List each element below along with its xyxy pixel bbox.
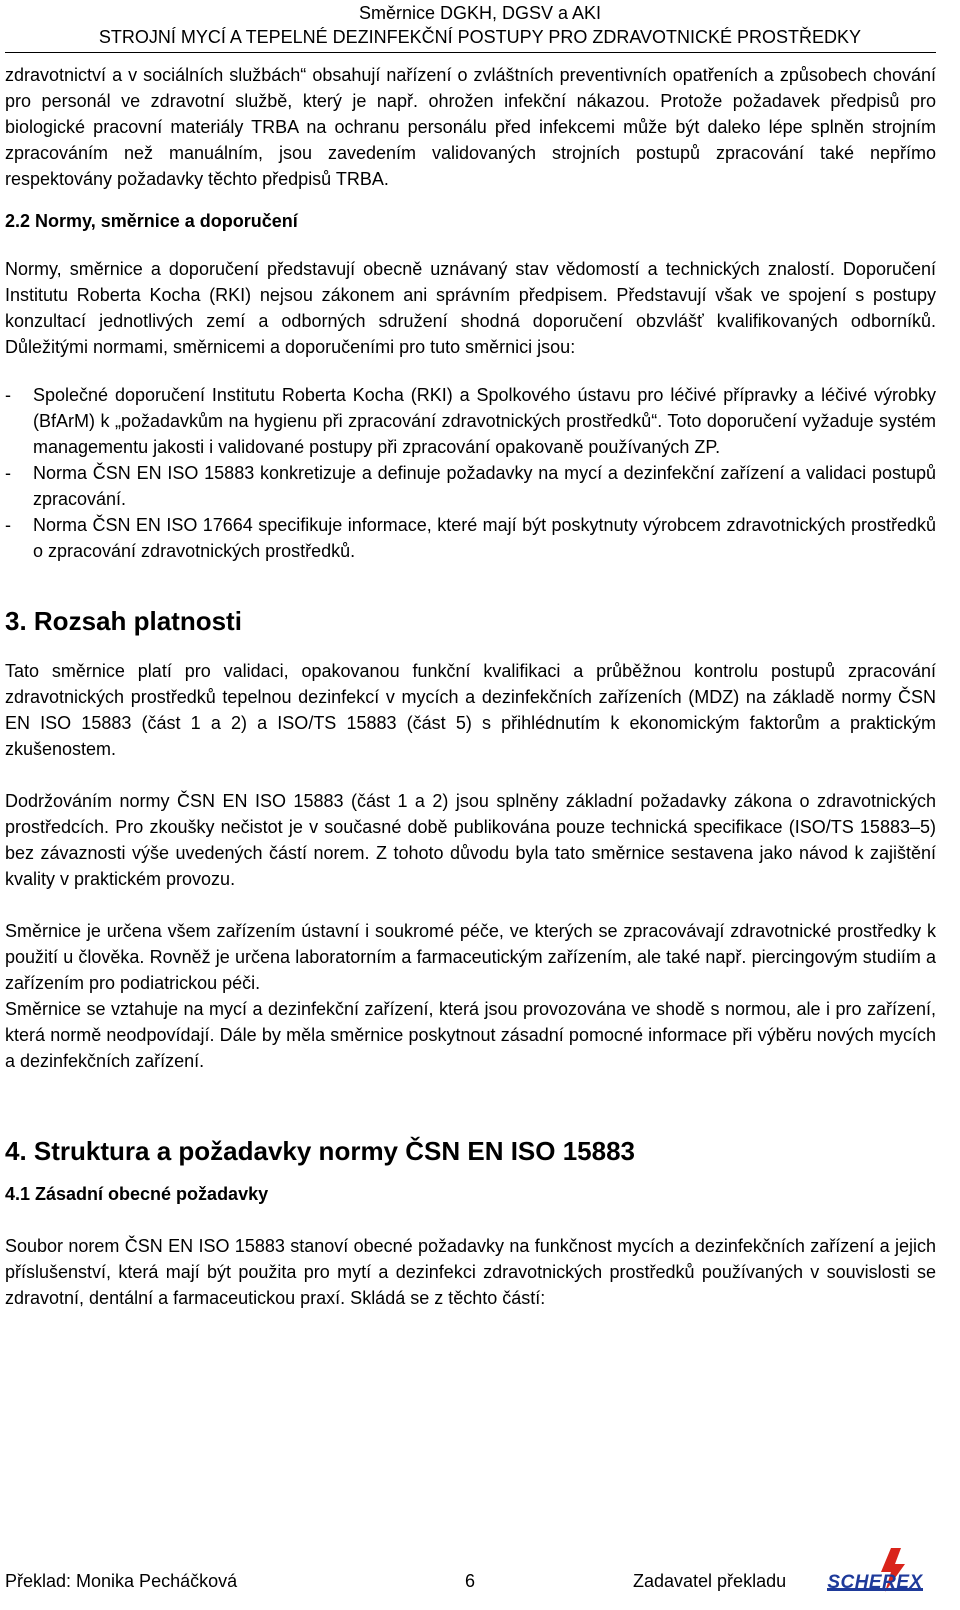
section-2-2-heading: 2.2 Normy, směrnice a doporučení (5, 211, 298, 231)
logo-wordmark: SCHEREX (827, 1572, 923, 1593)
intro-paragraph: zdravotnictví a v sociálních službách“ obsahují nařízení o zvláštních preventivních opatřeních a způsobech chování pro personál ve zdravotní službě, který je např. ohrožen infekční nákazou. Protože požadavek předpisů pro biologické pracovní materiály TRBA na ochranu personálu před infekcemi může být daleko lépe splněn strojním zpracováním než manuálním, jsou zavedením validovaných strojních postupů zpracování také nepřímo respektovány požadavky těchto předpisů TRBA. (5, 65, 936, 189)
translator-credit: Překlad: Monika Pecháčková (5, 1571, 238, 1591)
header-divider (5, 52, 936, 53)
list-item: - Norma ČSN EN ISO 17664 specifikuje informace, které mají být poskytnuty výrobcem zdravotnických prostředků o zpracování zdravotnických prostředků. (5, 512, 936, 564)
scherex-logo (825, 1548, 935, 1598)
section-2-2-paragraph: Normy, směrnice a doporučení představují obecně uznávaný stav vědomostí a technických znalostí. Doporučení Institutu Roberta Kocha (RKI) nejsou zákonem ani správním předpisem. Představují však ve spojení s postupy konzultací jednotlivých zemí a odborných sdružení shodná doporučení obzvlášť kvalifikovaných odborníků. Důležitými normami, směrnicemi a doporučeními pro tuto směrnici jsou: (5, 259, 936, 357)
document-header-subtitle: STROJNÍ MYCÍ A TEPELNÉ DEZINFEKČNÍ POSTUPY PRO ZDRAVOTNICKÉ PROSTŘEDKY (98, 27, 862, 47)
document-body (5, 62, 936, 1311)
standards-list (5, 382, 936, 564)
section-4-1-heading: 4.1 Zásadní obecné požadavky (5, 1184, 269, 1204)
list-item: - Společné doporučení Institutu Roberta Kocha (RKI) a Spolkového ústavu pro léčivé přípravky a léčivé výrobky (BfArM) k „požadavkům na hygienu při zpracování zdravotnických prostředků“. Toto doporučení vyžaduje systém managementu jakosti i validované postupy při zpracování opakovaně používaných ZP. (5, 382, 936, 460)
page-number: 6 (465, 1571, 476, 1591)
section-3-heading: 3. Rozsah platnosti (5, 606, 242, 636)
page-footer (5, 1566, 936, 1596)
section-3-paragraph-3: Směrnice je určena všem zařízením ústavní i soukromé péče, ve kterých se zpracovávají zdravotnické prostředky k použití u člověka. Rovněž je určena laboratorním a farmaceutickým zařízením, ale také např. piercingovým studiím a zařízením pro podiatrickou péči. (5, 921, 936, 993)
section-4-heading: 4. Struktura a požadavky normy ČSN EN ISO 15883 (5, 1136, 636, 1166)
section-3-paragraph-4: Směrnice se vztahuje na mycí a dezinfekční zařízení, která jsou provozována ve shodě s normou, ale i pro zařízení, která normě neodpovídají. Dále by měla směrnice poskytnout zásadní pomocné informace při výběru nových mycích a dezinfekčních zařízení. (5, 999, 936, 1071)
client-label: Zadavatel překladu (633, 1571, 787, 1591)
section-3-paragraph-2: Dodržováním normy ČSN EN ISO 15883 (část 1 a 2) jsou splněny základní požadavky zákona o zdravotnických prostředcích. Pro zkoušky nečistot je v současné době publikována pouze technická specifikace (ISO/TS 15883–5) bez závaznosti výše uvedených částí norem. Z tohoto důvodu byla tato směrnice sestavena jako návod k zajištění kvality v praktickém provozu. (5, 791, 936, 889)
document-header-title: Směrnice DGKH, DGSV a AKI (358, 3, 602, 23)
section-4-1-paragraph: Soubor norem ČSN EN ISO 15883 stanoví obecné požadavky na funkčnost mycích a dezinfekčních zařízení a jejich příslušenství, která mají být použita pro mytí a dezinfekci zdravotnických prostředků používaných v souvislosti se zdravotní, dentální a farmaceutickou praxí. Skládá se z těchto částí: (5, 1236, 936, 1308)
section-3-paragraph-1: Tato směrnice platí pro validaci, opakovanou funkční kvalifikaci a průběžnou kontrolu postupů zpracování zdravotnických prostředků tepelnou dezinfekcí v mycích a dezinfekčních zařízeních (MDZ) na základě normy ČSN EN ISO 15883 (část 1 a 2) a ISO/TS 15883 (část 5) s přihlédnutím k ekonomickým faktorům a praktickým zkušenostem. (5, 661, 936, 759)
list-item: - Norma ČSN EN ISO 15883 konkretizuje a definuje požadavky na mycí a dezinfekční zařízení a validaci postupů zpracování. (5, 460, 936, 512)
